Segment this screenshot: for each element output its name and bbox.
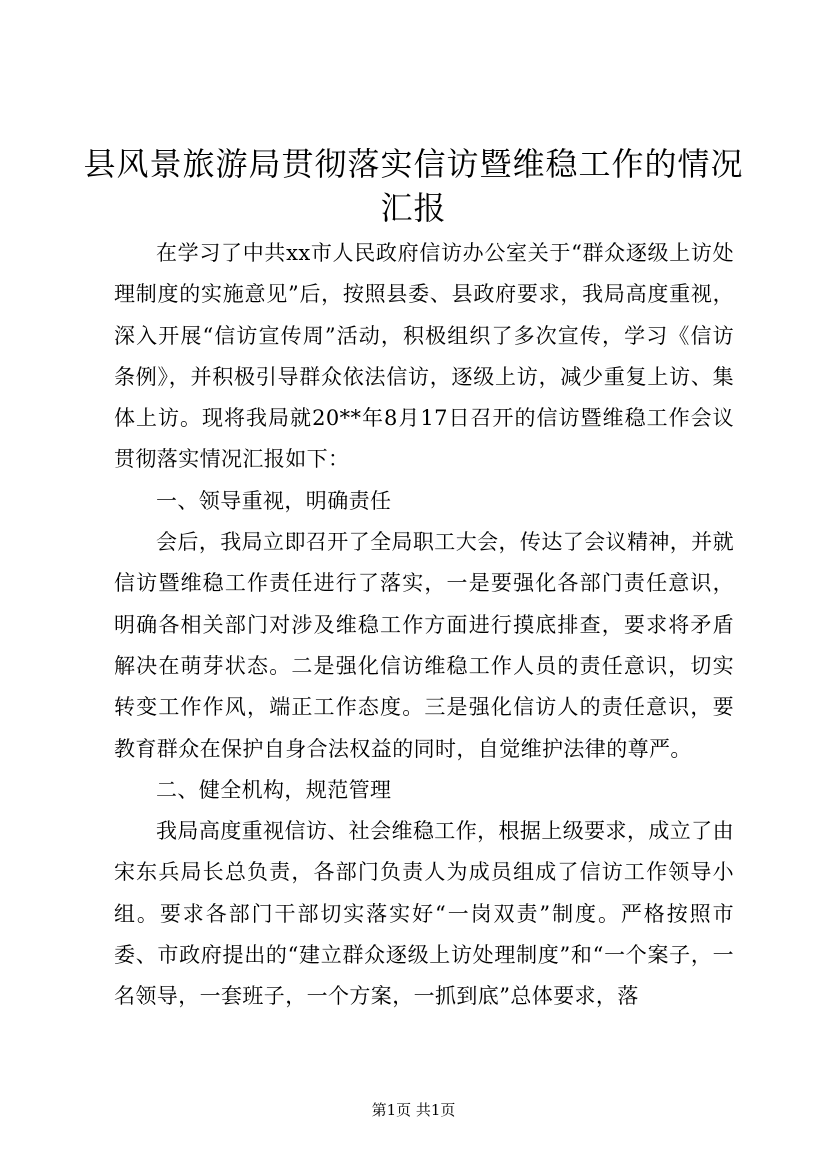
document-title: 县风景旅游局贯彻落实信访暨维稳工作的情况汇报 (83, 145, 744, 227)
page-number-footer: 第1页 共1页 (371, 1101, 456, 1119)
document-body (114, 233, 734, 1018)
section-heading-2: 二、健全机构，规范管理 (156, 777, 392, 802)
paragraph-intro: 在学习了中共xx市人民政府信访办公室关于“群众逐级上访处理制度的实施意见”后，按照县委、县政府要求，我局高度重视，深入开展“信访宣传周”活动，积极组织了多次宣传，学习《信访条例》，并积极引导群众依法信访，逐级上访，减少重复上访、集体上访。现将我局就20**年8月17日召开的信访暨维稳工作会议贯彻落实情况汇报如下： (114, 241, 734, 472)
section-heading-1: 一、领导重视，明确责任 (156, 488, 392, 513)
paragraph-section-1: 会后，我局立即召开了全局职工大会，传达了会议精神，并就信访暨维稳工作责任进行了落实，一是要强化各部门责任意识，明确各相关部门对涉及维稳工作方面进行摸底排查，要求将矛盾解决在萌芽状态。二是强化信访维稳工作人员的责任意识，切实转变工作作风，端正工作态度。三是强化信访人的责任意识，要教育群众在保护自身合法权益的同时，自觉维护法律的尊严。 (114, 530, 734, 761)
paragraph-section-2: 我局高度重视信访、社会维稳工作，根据上级要求，成立了由宋东兵局长总负责，各部门负责人为成员组成了信访工作领导小组。要求各部门干部切实落实好“一岗双责”制度。严格按照市委、市政府提出的“建立群众逐级上访处理制度”和“一个案子，一名领导，一套班子，一个方案，一抓到底”总体要求，落 (114, 819, 734, 1009)
